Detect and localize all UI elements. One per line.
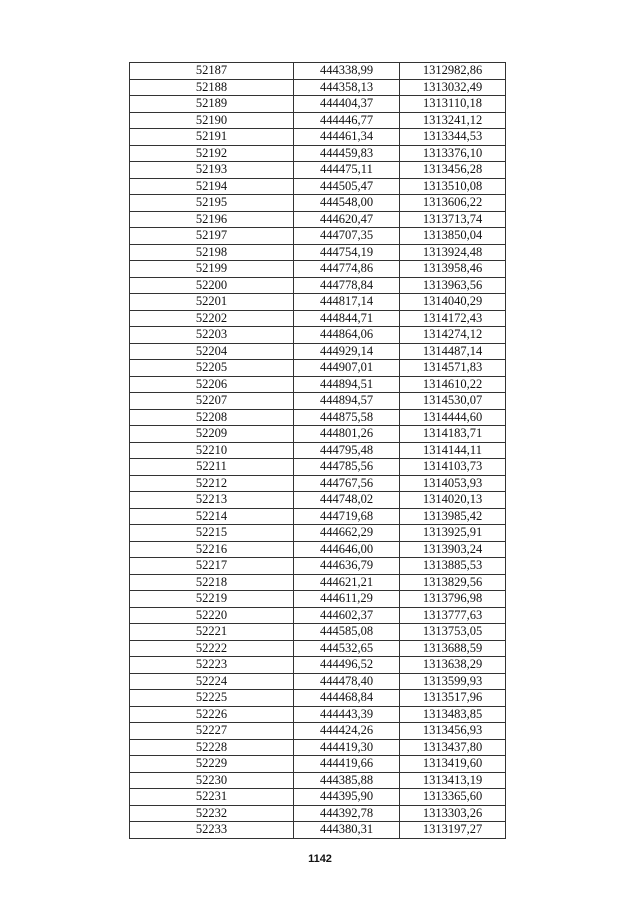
x-coordinate-cell: 444461,34 (294, 129, 400, 146)
y-coordinate-cell: 1313958,46 (400, 261, 506, 278)
x-coordinate-cell: 444864,06 (294, 327, 400, 344)
table-row (130, 640, 506, 657)
table-row (130, 327, 506, 344)
point-number-cell: 52204 (130, 343, 294, 360)
y-coordinate-cell: 1313344,53 (400, 129, 506, 146)
x-coordinate-cell: 444785,56 (294, 459, 400, 476)
x-coordinate-cell: 444748,02 (294, 492, 400, 509)
point-number-cell: 52207 (130, 393, 294, 410)
point-number-cell: 52225 (130, 690, 294, 707)
y-coordinate-cell: 1314274,12 (400, 327, 506, 344)
x-coordinate-cell: 444505,47 (294, 178, 400, 195)
table-row (130, 657, 506, 674)
table-row (130, 145, 506, 162)
x-coordinate-cell: 444532,65 (294, 640, 400, 657)
y-coordinate-cell: 1313456,28 (400, 162, 506, 179)
x-coordinate-cell: 444404,37 (294, 96, 400, 113)
point-number-cell: 52224 (130, 673, 294, 690)
y-coordinate-cell: 1313197,27 (400, 822, 506, 839)
x-coordinate-cell: 444719,68 (294, 508, 400, 525)
table-row (130, 211, 506, 228)
point-number-cell: 52212 (130, 475, 294, 492)
y-coordinate-cell: 1313303,26 (400, 805, 506, 822)
point-number-cell: 52194 (130, 178, 294, 195)
point-number-cell: 52202 (130, 310, 294, 327)
point-number-cell: 52200 (130, 277, 294, 294)
y-coordinate-cell: 1313376,10 (400, 145, 506, 162)
point-number-cell: 52188 (130, 79, 294, 96)
y-coordinate-cell: 1313713,74 (400, 211, 506, 228)
y-coordinate-cell: 1313688,59 (400, 640, 506, 657)
y-coordinate-cell: 1313850,04 (400, 228, 506, 245)
x-coordinate-cell: 444424,26 (294, 723, 400, 740)
table-row (130, 178, 506, 195)
point-number-cell: 52223 (130, 657, 294, 674)
table-row (130, 822, 506, 839)
x-coordinate-cell: 444475,11 (294, 162, 400, 179)
point-number-cell: 52206 (130, 376, 294, 393)
x-coordinate-cell: 444929,14 (294, 343, 400, 360)
point-number-cell: 52198 (130, 244, 294, 261)
table-row (130, 591, 506, 608)
table-row (130, 162, 506, 179)
y-coordinate-cell: 1314444,60 (400, 409, 506, 426)
point-number-cell: 52187 (130, 63, 294, 80)
x-coordinate-cell: 444907,01 (294, 360, 400, 377)
y-coordinate-cell: 1313606,22 (400, 195, 506, 212)
point-number-cell: 52216 (130, 541, 294, 558)
x-coordinate-cell: 444392,78 (294, 805, 400, 822)
table-row (130, 409, 506, 426)
y-coordinate-cell: 1313925,91 (400, 525, 506, 542)
table-row (130, 475, 506, 492)
table-row (130, 426, 506, 443)
y-coordinate-cell: 1313924,48 (400, 244, 506, 261)
x-coordinate-cell: 444395,90 (294, 789, 400, 806)
x-coordinate-cell: 444621,21 (294, 574, 400, 591)
x-coordinate-cell: 444496,52 (294, 657, 400, 674)
table-row (130, 789, 506, 806)
x-coordinate-cell: 444468,84 (294, 690, 400, 707)
table-row (130, 690, 506, 707)
table-row (130, 228, 506, 245)
x-coordinate-cell: 444620,47 (294, 211, 400, 228)
y-coordinate-cell: 1313110,18 (400, 96, 506, 113)
point-number-cell: 52210 (130, 442, 294, 459)
point-number-cell: 52227 (130, 723, 294, 740)
x-coordinate-cell: 444478,40 (294, 673, 400, 690)
y-coordinate-cell: 1313456,93 (400, 723, 506, 740)
x-coordinate-cell: 444767,56 (294, 475, 400, 492)
table-row (130, 277, 506, 294)
coordinates-table-body (130, 63, 506, 839)
x-coordinate-cell: 444778,84 (294, 277, 400, 294)
y-coordinate-cell: 1313599,93 (400, 673, 506, 690)
point-number-cell: 52214 (130, 508, 294, 525)
point-number-cell: 52195 (130, 195, 294, 212)
y-coordinate-cell: 1313517,96 (400, 690, 506, 707)
point-number-cell: 52196 (130, 211, 294, 228)
x-coordinate-cell: 444817,14 (294, 294, 400, 311)
point-number-cell: 52232 (130, 805, 294, 822)
y-coordinate-cell: 1313903,24 (400, 541, 506, 558)
y-coordinate-cell: 1313419,60 (400, 756, 506, 773)
y-coordinate-cell: 1314172,43 (400, 310, 506, 327)
table-row (130, 508, 506, 525)
x-coordinate-cell: 444338,99 (294, 63, 400, 80)
point-number-cell: 52215 (130, 525, 294, 542)
x-coordinate-cell: 444602,37 (294, 607, 400, 624)
x-coordinate-cell: 444844,71 (294, 310, 400, 327)
x-coordinate-cell: 444795,48 (294, 442, 400, 459)
y-coordinate-cell: 1313365,60 (400, 789, 506, 806)
table-row (130, 723, 506, 740)
table-row (130, 541, 506, 558)
x-coordinate-cell: 444548,00 (294, 195, 400, 212)
table-row (130, 393, 506, 410)
x-coordinate-cell: 444894,57 (294, 393, 400, 410)
y-coordinate-cell: 1313885,53 (400, 558, 506, 575)
table-row (130, 574, 506, 591)
x-coordinate-cell: 444875,58 (294, 409, 400, 426)
x-coordinate-cell: 444385,88 (294, 772, 400, 789)
y-coordinate-cell: 1314530,07 (400, 393, 506, 410)
point-number-cell: 52191 (130, 129, 294, 146)
x-coordinate-cell: 444646,00 (294, 541, 400, 558)
table-row (130, 558, 506, 575)
point-number-cell: 52208 (130, 409, 294, 426)
y-coordinate-cell: 1313510,08 (400, 178, 506, 195)
table-row (130, 360, 506, 377)
y-coordinate-cell: 1314103,73 (400, 459, 506, 476)
x-coordinate-cell: 444380,31 (294, 822, 400, 839)
y-coordinate-cell: 1314183,71 (400, 426, 506, 443)
table-row (130, 756, 506, 773)
point-number-cell: 52201 (130, 294, 294, 311)
y-coordinate-cell: 1313796,98 (400, 591, 506, 608)
table-row (130, 772, 506, 789)
point-number-cell: 52197 (130, 228, 294, 245)
x-coordinate-cell: 444894,51 (294, 376, 400, 393)
point-number-cell: 52189 (130, 96, 294, 113)
y-coordinate-cell: 1313829,56 (400, 574, 506, 591)
table-row (130, 624, 506, 641)
table-row (130, 244, 506, 261)
point-number-cell: 52192 (130, 145, 294, 162)
point-number-cell: 52205 (130, 360, 294, 377)
point-number-cell: 52226 (130, 706, 294, 723)
table-row (130, 492, 506, 509)
table-row (130, 459, 506, 476)
y-coordinate-cell: 1313753,05 (400, 624, 506, 641)
point-number-cell: 52199 (130, 261, 294, 278)
y-coordinate-cell: 1313413,19 (400, 772, 506, 789)
y-coordinate-cell: 1314144,11 (400, 442, 506, 459)
point-number-cell: 52193 (130, 162, 294, 179)
y-coordinate-cell: 1314487,14 (400, 343, 506, 360)
page-number: 1142 (308, 853, 332, 865)
y-coordinate-cell: 1313777,63 (400, 607, 506, 624)
table-row (130, 112, 506, 129)
x-coordinate-cell: 444611,29 (294, 591, 400, 608)
point-number-cell: 52217 (130, 558, 294, 575)
point-number-cell: 52190 (130, 112, 294, 129)
table-row (130, 294, 506, 311)
x-coordinate-cell: 444446,77 (294, 112, 400, 129)
x-coordinate-cell: 444754,19 (294, 244, 400, 261)
coordinates-table (129, 62, 506, 839)
y-coordinate-cell: 1312982,86 (400, 63, 506, 80)
x-coordinate-cell: 444419,30 (294, 739, 400, 756)
x-coordinate-cell: 444358,13 (294, 79, 400, 96)
table-row (130, 673, 506, 690)
y-coordinate-cell: 1314020,13 (400, 492, 506, 509)
point-number-cell: 52218 (130, 574, 294, 591)
y-coordinate-cell: 1313032,49 (400, 79, 506, 96)
x-coordinate-cell: 444801,26 (294, 426, 400, 443)
y-coordinate-cell: 1313985,42 (400, 508, 506, 525)
point-number-cell: 52209 (130, 426, 294, 443)
table-row (130, 79, 506, 96)
x-coordinate-cell: 444636,79 (294, 558, 400, 575)
x-coordinate-cell: 444459,83 (294, 145, 400, 162)
table-row (130, 310, 506, 327)
point-number-cell: 52229 (130, 756, 294, 773)
point-number-cell: 52228 (130, 739, 294, 756)
point-number-cell: 52220 (130, 607, 294, 624)
point-number-cell: 52230 (130, 772, 294, 789)
y-coordinate-cell: 1314571,83 (400, 360, 506, 377)
x-coordinate-cell: 444419,66 (294, 756, 400, 773)
x-coordinate-cell: 444707,35 (294, 228, 400, 245)
y-coordinate-cell: 1313437,80 (400, 739, 506, 756)
table-row (130, 376, 506, 393)
y-coordinate-cell: 1314610,22 (400, 376, 506, 393)
table-row (130, 195, 506, 212)
x-coordinate-cell: 444443,39 (294, 706, 400, 723)
x-coordinate-cell: 444662,29 (294, 525, 400, 542)
point-number-cell: 52211 (130, 459, 294, 476)
point-number-cell: 52213 (130, 492, 294, 509)
table-row (130, 805, 506, 822)
table-row (130, 343, 506, 360)
table-row (130, 739, 506, 756)
point-number-cell: 52233 (130, 822, 294, 839)
y-coordinate-cell: 1313483,85 (400, 706, 506, 723)
table-row (130, 442, 506, 459)
y-coordinate-cell: 1313638,29 (400, 657, 506, 674)
point-number-cell: 52222 (130, 640, 294, 657)
point-number-cell: 52219 (130, 591, 294, 608)
table-row (130, 261, 506, 278)
y-coordinate-cell: 1313963,56 (400, 277, 506, 294)
table-row (130, 525, 506, 542)
table-row (130, 607, 506, 624)
y-coordinate-cell: 1313241,12 (400, 112, 506, 129)
table-row (130, 129, 506, 146)
y-coordinate-cell: 1314040,29 (400, 294, 506, 311)
y-coordinate-cell: 1314053,93 (400, 475, 506, 492)
point-number-cell: 52231 (130, 789, 294, 806)
table-row (130, 96, 506, 113)
x-coordinate-cell: 444585,08 (294, 624, 400, 641)
table-row (130, 706, 506, 723)
x-coordinate-cell: 444774,86 (294, 261, 400, 278)
table-row (130, 63, 506, 80)
point-number-cell: 52203 (130, 327, 294, 344)
point-number-cell: 52221 (130, 624, 294, 641)
